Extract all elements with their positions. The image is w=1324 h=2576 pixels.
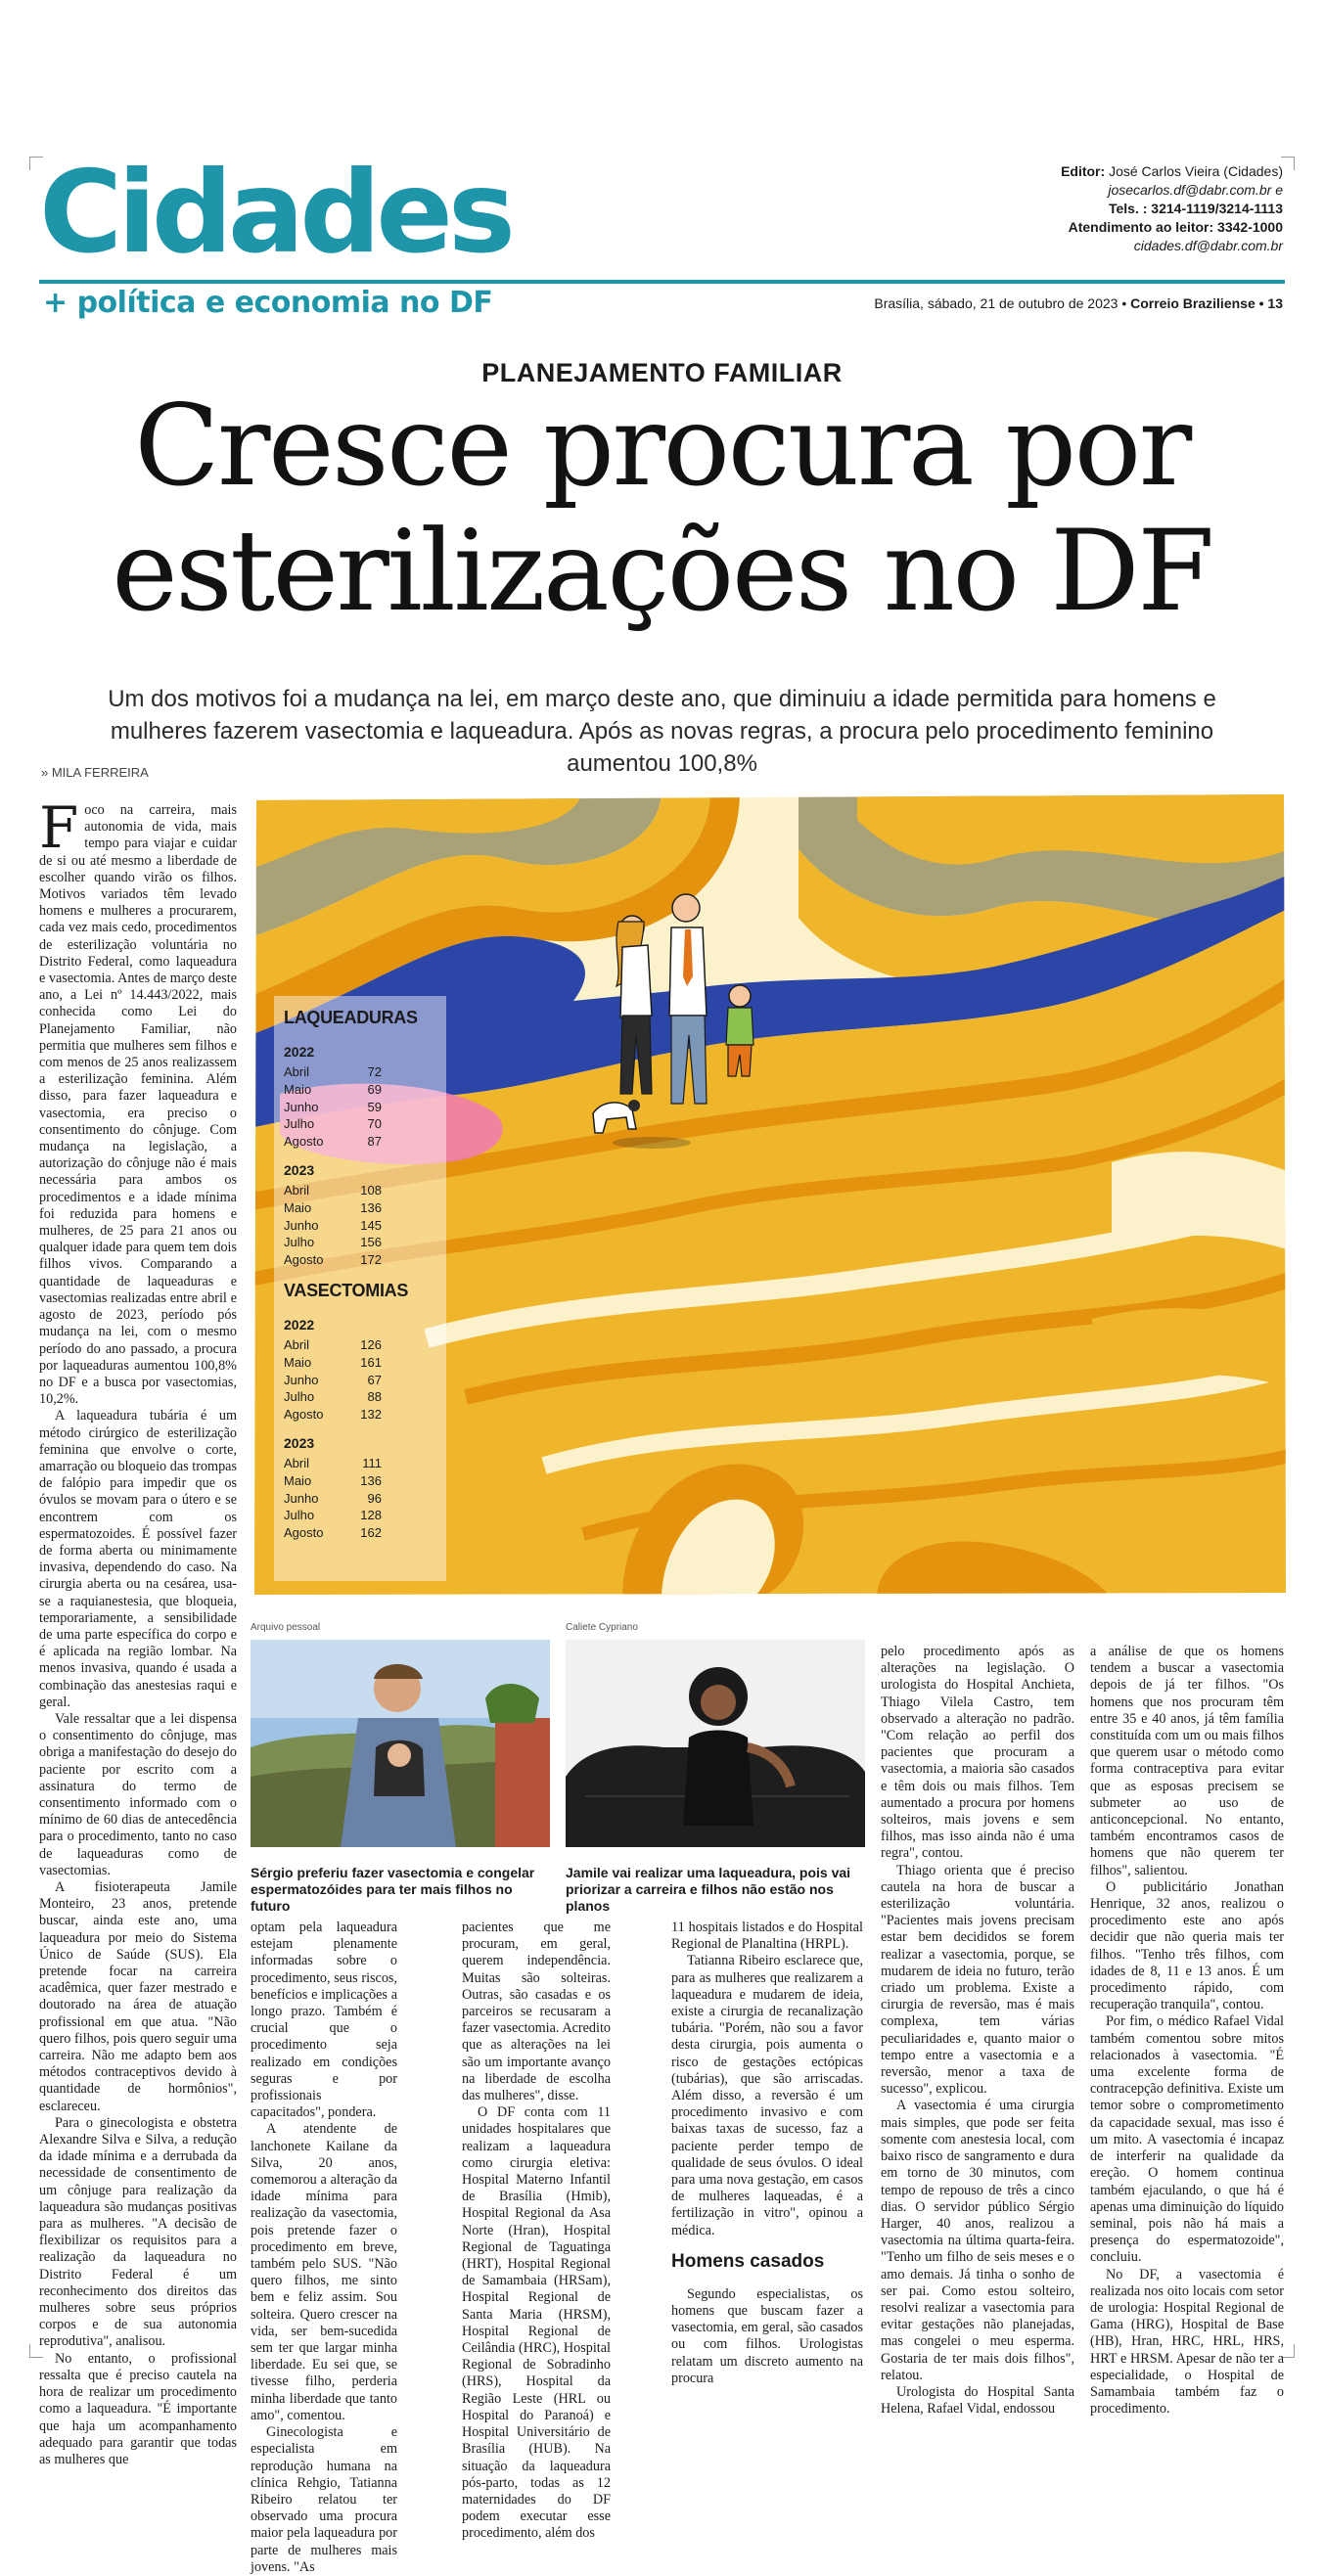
dropcap: F [39, 794, 79, 861]
month-value: 87 [367, 1134, 382, 1150]
year-label: 2023 [284, 1161, 315, 1178]
phones-label: Tels. : [1108, 201, 1148, 216]
paragraph: Tatianna Ribeiro esclarece que, para as mulheres que realizarem a laqueadura e mudarem de ideia, existe a cirurgia de recanalização tubária. "Porém, não sou a favor desta cirurgia, pois aumenta o risco de gestações ectópicas (tubárias), que são arriscadas. Além disso, a reversão é um procedimento invasivo e com baixas taxas de sucesso, faz a paciente perder tempo de qualidade de seus óvulos. O ideal para uma nova gestação, em casos de mulheres laqueadas, é a fertilização in vitro", opinou a médica. [671, 1953, 863, 2238]
month-value: 96 [367, 1490, 382, 1506]
paragraph: Segundo especialistas, os homens que buscam fazer a vasectomia, em geral, são casados ou com filhos. Urologistas relatam um discreto aumento na procura [671, 2285, 863, 2386]
year-label: 2023 [284, 1434, 315, 1451]
month-row [284, 1507, 436, 1524]
paragraph: pelo procedimento após as alterações na legislação. O urologista do Hospital Anchieta, Thiago Vilela Castro, tem observado a alteração no padrão. "Com relação ao perfil dos pacientes que procuram a vasectomia, a maioria são casados e têm dois ou mais filhos. Tem aumentado a procura por homens solteiros, mais jovens e sem filhos, mas isso ainda não é uma regra", contou. [881, 1644, 1074, 1862]
month-row [284, 1372, 436, 1389]
editor-name: José Carlos Vieira (Cidades) [1109, 163, 1283, 179]
paragraph: O publicitário Jonathan Henrique, 32 anos, realizou o procedimento este ano após decidir que não queria mais ter filhos. "Tenho três filhos, com idades de 8, 11 e 13 anos. É um procedimento rápido, com recuperação tranquila", contou. [1090, 1878, 1284, 2013]
month-value: 136 [360, 1199, 382, 1215]
month-row [284, 1133, 436, 1151]
article-column-3 [462, 1920, 611, 2543]
photo-caption: Sérgio preferiu fazer vasectomia e congelar espermatozóides para ter mais filhos no futuro [251, 1865, 535, 1914]
masthead-rule [39, 280, 1285, 284]
month-label: Junho [284, 1099, 319, 1114]
paper-name: Correio Braziliense [1130, 295, 1256, 311]
article-column-6 [1090, 1644, 1284, 2418]
month-value: 156 [360, 1235, 382, 1250]
month-value: 172 [360, 1252, 382, 1268]
crop-mark [1281, 157, 1295, 170]
month-label: Junho [284, 1490, 319, 1506]
photo-sergio [251, 1640, 550, 1847]
vasectomias-table [284, 1317, 436, 1542]
section-subtitle: + política e economia no DF [43, 286, 493, 320]
section-title: Cidades [39, 147, 511, 279]
article-column-2 [251, 1920, 397, 2576]
month-row [284, 1217, 436, 1235]
month-value: 145 [360, 1217, 382, 1233]
month-value: 108 [360, 1182, 382, 1198]
article-column-1 [39, 794, 237, 2468]
article-column-5 [881, 1644, 1074, 2418]
month-label: Maio [284, 1354, 312, 1370]
month-row [284, 1081, 436, 1099]
month-label: Agosto [284, 1134, 324, 1150]
paragraph: Vale ressaltar que a lei dispensa o consentimento do cônjuge, mas obriga a manifestação do desejo do paciente por escrito com a assinatura do termo de consentimento informado com o mínimo de 60 dias de antecedência para o procedimento, tanto no caso de laqueaduras como de vasectomias. [39, 1710, 237, 1878]
month-row [284, 1182, 436, 1199]
paragraph: Urologista do Hospital Santa Helena, Rafael Vidal, endossou [881, 2383, 1074, 2418]
month-row [284, 1472, 436, 1490]
photo-credit: Arquivo pessoal [251, 1622, 321, 1633]
paragraph: A fisioterapeuta Jamile Monteiro, 23 anos, pretende buscar, ainda este ano, uma laqueadura por meio do Sistema Único de Saúde (SUS). Ela pretende focar na carreira acadêmica, quer fazer mestrado e doutorado na área de atuação profissional em que atua. "Não quero filhos, pois quero seguir uma carreira. Não me adapto bem aos métodos contraceptivos devido à quantidade de hormônios", esclareceu. [39, 1879, 237, 2114]
infobox-title-vasectomias: VASECTOMIAS [284, 1280, 409, 1300]
paragraph: pacientes que me procuram, em geral, querem independência. Muitas são solteiras. Outras, são casadas e os parceiros se recusaram a fazer vasectomia. Acredito que as alterações na lei são um importante avanço na liberdade de escolha das mulheres", disse. [462, 1920, 611, 2104]
subhead: Homens casados [671, 2250, 825, 2272]
year-group [284, 1162, 436, 1269]
month-label: Abril [284, 1455, 310, 1470]
deck: Um dos motivos foi a mudança na lei, em março deste ano, que diminuiu a idade permitida para homens e mulheres fazerem vasectomia e laqueadura. Após as novas regras, a procura pelo procedimento feminino aumentou 100,8% [108, 686, 1216, 777]
month-label: Abril [284, 1336, 310, 1352]
month-row [284, 1388, 436, 1406]
year-group [284, 1317, 436, 1424]
month-row [284, 1099, 436, 1116]
headline-line: Cresce procura por [134, 381, 1190, 511]
paragraph: O DF conta com 11 unidades hospitalares que realizam a laqueadura como cirurgia eletiva: Hospital Materno Infantil de Brasília (Hmib), Hospital Regional da Asa Norte (Hran), Hospital Regional de Taguatinga (HRT), Hospital Regional de Samambaia (HRSam), Hospital Regional de Santa Maria (HRSM), Hospital Regional de Ceilândia (HRC), Hospital Regional de Sobradinho (HRS), Hospital da Região Leste (HRL ou Hospital do Paranoá) e Hospital Universitário de Brasília (HUB). Na situação da laqueadura pós-parto, todas as 12 maternidades do DF podem executar esse procedimento, além dos [462, 2104, 611, 2542]
month-value: 136 [360, 1472, 382, 1488]
month-value: 162 [360, 1525, 382, 1541]
infobox-title-laqueaduras: LAQUEADURAS [284, 1008, 418, 1027]
month-row [284, 1115, 436, 1133]
month-value: 69 [367, 1081, 382, 1097]
month-row [284, 1199, 436, 1217]
month-label: Agosto [284, 1252, 324, 1268]
paragraph: optam pela laqueadura estejam plenamente informadas sobre o procedimento, seus riscos, benefícios e implicações a longo prazo. Também é crucial que o procedimento seja realizado em condições seguras e por profissionais capacitados", pondera. [251, 1920, 397, 2121]
month-value: 59 [367, 1099, 382, 1114]
month-label: Abril [284, 1182, 310, 1198]
month-value: 67 [367, 1372, 382, 1387]
month-label: Junho [284, 1372, 319, 1387]
month-value: 128 [360, 1508, 382, 1523]
month-value: 111 [362, 1455, 382, 1470]
month-value: 126 [360, 1336, 382, 1352]
paragraph: Thiago orienta que é preciso cautela na hora de buscar a esterilização voluntária. "Pacientes mais jovens precisam estar bem decididos se forem realizar a vasectomia, porque, se mudarem de ideia no futuro, terão criado um problema. Existe a cirurgia de reversão, mas é mais complexa, tem várias peculiaridades e, quanto maior o tempo entre a vasectomia e a reversão, menor a taxa de sucesso", explicou. [881, 1862, 1074, 2098]
paragraph: No DF, a vasectomia é realizada nos oito locais com setor de urologia: Hospital Regional de Gama (HRG), Hospital de Base (HB), Hran, HRC, HRL, HRS, HRT e HRSM. Apesar de não ter a especialidade, o Hospital de Samambaia também faz o procedimento. [1090, 2266, 1284, 2418]
month-label: Agosto [284, 1407, 324, 1423]
article-column-4 [671, 1920, 863, 2387]
month-row [284, 1063, 436, 1081]
reader-label: Atendimento ao leitor: [1068, 219, 1214, 235]
paragraph: Ginecologista e especialista em reprodução humana na clínica Rehgio, Tatianna Ribeiro relatou ter observado uma procura maior pela laqueadura por parte de mulheres mais jovens. "As [251, 2424, 397, 2575]
photo-jamile [566, 1640, 865, 1847]
paragraph: Para o ginecologista e obstetra Alexandre Silva e Silva, a redução da idade mínima e a derrubada da necessidade de consentimento de um cônjuge para realização da laqueadura são mudanças positivas para as mulheres. "A decisão de flexibilizar os requisitos para a realização da laqueadura no Distrito Federal é um reconhecimento dos direitos das mulheres sobre seus próprios corpos e de sua autonomia reprodutiva", analisou. [39, 2114, 237, 2350]
month-label: Julho [284, 1116, 315, 1132]
month-row [284, 1354, 436, 1372]
month-value: 161 [360, 1354, 382, 1370]
month-label: Maio [284, 1199, 312, 1215]
laqueaduras-table [284, 1044, 436, 1269]
month-row [284, 1455, 436, 1472]
editor-email[interactable]: josecarlos.df@dabr.com.br e [1108, 182, 1283, 198]
photo-caption: Jamile vai realizar uma laqueadura, pois vai priorizar a carreira e filhos não estão nos planos [566, 1865, 851, 1914]
reader-phone: 3342-1000 [1217, 219, 1283, 235]
paragraph: A laqueadura tubária é um método cirúrgico de esterilização feminina que envolve o corte, amarração ou bloqueio das trompas de falópio para impedir que os óvulos se movam para o útero e se encontrem com os espermatozoides. É possível fazer de forma aberta ou minimamente invasiva, dependendo do caso. Na cirurgia aberta ou na cesárea, usa-se a raquianestesia, que bloqueia, temporariamente, a sensibilidade de uma parte específica do corpo e é aplicada na região lombar. Na menos invasiva, quando é usada a combinação das anestesias raqui e geral. [39, 1408, 237, 1710]
month-value: 88 [367, 1389, 382, 1405]
editor-box [1061, 162, 1283, 255]
month-value: 72 [367, 1064, 382, 1079]
paragraph: A vasectomia é uma cirurgia mais simples, que pode ser feita somente com anestesia local, com baixo risco de sangramento e dura em torno de 30 minutos, com tempo de repouso de três a cinco dias. O servidor público Sérgio Harger, 40 anos, realizou a vasectomia na última quarta-feira. "Tenho um filho de seis meses e o amo demais. Já tinha o sonho de ser pai. Como estou solteiro, resolvi realizar a vasectomia para evitar gestações não planejadas, mas congelei o meu esperma. Gostaria de ter mais dois filhos", relatou. [881, 2098, 1074, 2383]
paragraph: A atendente de lanchonete Kailane da Silva, 20 anos, comemorou a alteração da idade mínima para realização da vasectomia, pois pretende fazer o procedimento em breve, também pelo SUS. "Não quero filhos, me sinto bem e feliz assim. Sou solteira. Quero crescer na vida, ser bem-sucedida sem ter que largar minha liberdade. Eu sei que, se tivesse filho, perderia minha liberdade que tanto amo", comentou. [251, 2121, 397, 2423]
editor-label: Editor: [1061, 163, 1106, 179]
stats-infobox [274, 996, 446, 1581]
phones: 3214-1119/3214-1113 [1151, 201, 1283, 216]
paragraph: Por fim, o médico Rafael Vidal também comentou sobre mitos relacionados à vasectomia. "É uma excelente forma de contracepção definitiva. Existe um temor sobre o comprometimento da capacidade sexual, mas isso é um mito. A vasectomia é incapaz de interferir na qualidade da ereção. O homem continua também ejaculando, o que há é apenas uma diminuição do líquido seminal, pois não há mais a presença do espermatozoide", concluiu. [1090, 2013, 1284, 2266]
month-label: Julho [284, 1235, 315, 1250]
month-row [284, 1251, 436, 1269]
page-number: • 13 [1258, 295, 1283, 311]
month-row [284, 1406, 436, 1424]
photo-credit: Caliete Cypriano [566, 1622, 638, 1633]
month-label: Julho [284, 1389, 315, 1405]
month-label: Maio [284, 1081, 312, 1097]
year-group [284, 1044, 436, 1151]
byline: » MILA FERREIRA [41, 765, 149, 780]
month-row [284, 1490, 436, 1508]
month-label: Agosto [284, 1525, 324, 1541]
month-value: 70 [367, 1116, 382, 1132]
paragraph: 11 hospitais listados e do Hospital Regional de Planaltina (HRPL). [671, 1920, 863, 1953]
month-value: 132 [360, 1407, 382, 1423]
dateline [874, 295, 1283, 311]
year-label: 2022 [284, 1316, 315, 1333]
month-label: Maio [284, 1472, 312, 1488]
paragraph: a análise de que os homens tendem a buscar a vasectomia depois de já ter filhos. "Os homens que nos procuram têm entre 35 e 40 anos, já têm família constituída com um ou mais filhos que querem usar o método como forma contraceptiva para evitar que as esposas precisem se submeter ao uso de anticoncepcional. No entanto, também encontramos casos de homens que não querem ter filhos", salientou. [1090, 1644, 1284, 1878]
paragraph: No entanto, o profissional ressalta que é preciso cautela na hora de realizar um procedimento como a laqueadura. "É importante que haja um acompanhamento adequado para garantir que todas as mulheres que [39, 2350, 237, 2467]
month-row [284, 1524, 436, 1542]
month-label: Junho [284, 1217, 319, 1233]
month-label: Abril [284, 1064, 310, 1079]
year-label: 2022 [284, 1044, 315, 1060]
kicker: PLANEJAMENTO FAMILIAR [481, 358, 843, 387]
month-row [284, 1336, 436, 1354]
headline-line: esterilizações no DF [112, 506, 1212, 636]
reader-email[interactable]: cidades.df@dabr.com.br [1133, 238, 1283, 253]
paragraph: Foco na carreira, mais autonomia de vida, mais tempo para viajar e cuidar de si ou até mesmo a liberdade de escolher quando virão os filhos. Motivos variados têm levado homens e mulheres a procurarem, cada vez mais cedo, procedimentos de esterilização voluntária no Distrito Federal, como laqueadura e vasectomia. Antes de março deste ano, a Lei nº 14.443/2022, mais conhecida como Lei do Planejamento Familiar, não permitia que mulheres sem filhos e com menos de 25 anos realizassem a esterilização feminina. Além disso, para fazer laqueadura e vasectomia, era preciso o consentimento do cônjuge. Com mudança na legislação, a autorização do cônjuge não é mais necessária para ambos os procedimentos e a idade mínima foi reduzida para homens e mulheres, de 25 para 21 anos ou qualquer idade para quem tem dois filhos vivos. Comparando a quantidade de laqueaduras e vasectomias realizadas entre abril e agosto de 2023, período pós mudança na lei, com o mesmo período do ano passado, a procura por laqueaduras aumentou 100,8% no DF e a busca por vasectomias, 10,2%. [39, 794, 237, 1408]
year-group [284, 1435, 436, 1542]
headline [0, 381, 1324, 636]
dateline-date: Brasília, sábado, 21 de outubro de 2023 • [874, 295, 1127, 311]
month-row [284, 1234, 436, 1251]
month-label: Julho [284, 1508, 315, 1523]
